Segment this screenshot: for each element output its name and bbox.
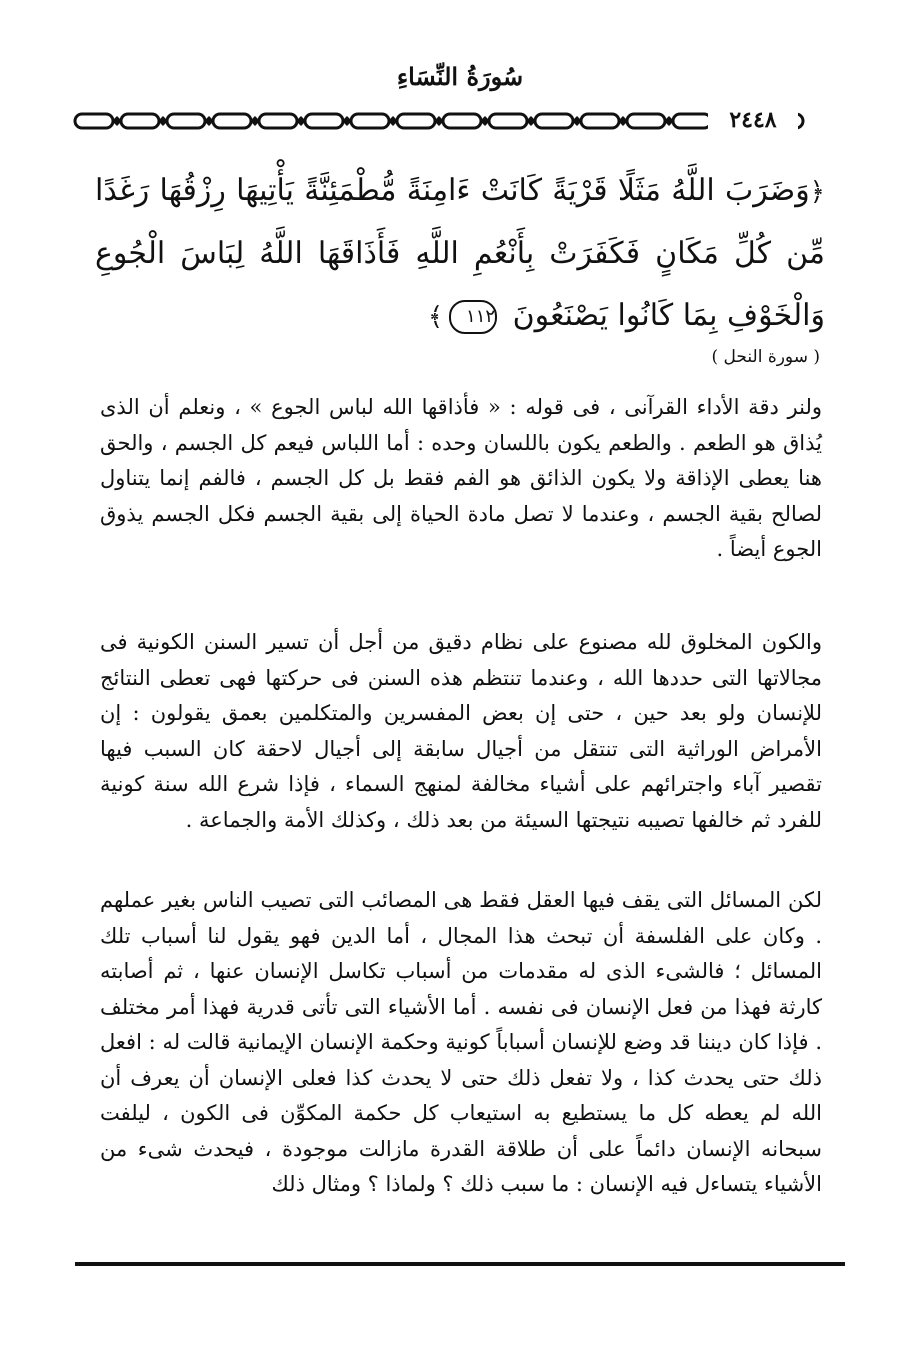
border-link: [443, 114, 481, 128]
border-link: [581, 114, 619, 128]
border-link: [213, 114, 251, 128]
border-link: [673, 114, 711, 128]
verse-source: ( سورة النحل ): [711, 347, 820, 367]
paragraph: والكون المخلوق لله مصنوع على نظام دقيق من أجل أن تسير السنن الكونية فى مجالاتها التى حددها الله ، وعندما تنتظم هذه السنن فى حركتها فهى تعطى النتائج للإنسان ولو بعد حين ، حتى إن بعض المفسرين والمتكلمين بعمق يقولون : إن الأمراض الوراثية التى تنتقل من أجيال سابقة إلى أجيال لاحقة كان السبب فيها تقصير آباء واجترائهم على أشياء مخالفة لمنهج السماء ، فإذا شرع الله سنة كونية للفرد ثم خالفها تصيبه نتيجتها السيئة من بعد ذلك ، وكذلك الأمة والجماعة .: [100, 630, 822, 832]
border-link: [305, 114, 343, 128]
verse-close-ornament: ﴾: [427, 302, 444, 332]
verse-open-ornament: ﴿: [809, 177, 825, 207]
paragraph: لكن المسائل التى يقف فيها العقل فقط هى المصائب التى تصيب الناس بغير عملهم . وكان على الفلسفة أن تبحث هذا المجال ، أما الدين فهو يقول لنا أسباب تلك المسائل ؛ فالشىء الذى له مقدمات من أسباب تكاسل الإنسان عنها ، ثم أصابته كارثة فهذا من فعل الإنسان فى نفسه . أما الأشياء التى تأتى قدرية فهذا أمر مختلف . فإذا كان ديننا قد وضع للإنسان أسباباً كونية وحكمة الإنسان الإيمانية قالت له : افعل ذلك حتى يحدث كذا ، ولا تفعل ذلك حتى لا يحدث كذا فعلى الإنسان أن يعرف أن الله لم يعطه كل ما يستطيع به استيعاب كل حكمة المكوِّن فى الكون ، ليلفت سبحانه الإنسان دائماً على أن طلاقة القدرة مازالت موجودة ، فيحدث شىء من الأشياء يتساءل فيه الإنسان : ما سبب ذلك ؟ ولماذا ؟ ومثال ذلك: [100, 888, 822, 1196]
surah-title: سُورَةُ النِّسَاءِ: [396, 62, 524, 91]
border-link: [259, 114, 297, 128]
border-link: [121, 114, 159, 128]
border-link: [627, 114, 665, 128]
border-link: [397, 114, 435, 128]
verse-number-badge: ١١٢: [449, 300, 497, 334]
border-link: [535, 114, 573, 128]
border-link: [351, 114, 389, 128]
bottom-rule: [75, 1262, 845, 1266]
border-link: [75, 114, 113, 128]
verse-text: وَضَرَبَ اللَّهُ مَثَلًا قَرْيَةً كَانَتْ ءَامِنَةً مُّطْمَئِنَّةً يَأْتِيهَا رِزْقُهَا رَغَدًا مِّن كُلِّ مَكَانٍ فَكَفَرَتْ بِأَنْعُمِ اللَّهِ فَأَذَاقَهَا اللَّهُ لِبَاسَ الْجُوعِ وَالْخَوْفِ بِمَا كَانُوا يَصْنَعُونَ: [95, 173, 825, 333]
quran-verse: [95, 160, 825, 348]
border-link: [489, 114, 527, 128]
page-number: ٢٤٤٨: [708, 107, 798, 133]
paragraph: ولنر دقة الأداء القرآنى ، فى قوله : « فأذاقها الله لباس الجوع » ، ونعلم أن الذى يُذاق هو الطعم . والطعم يكون باللسان وحده : أما اللباس فيعم كل الجسم ، والحق هنا يعطى الإذاقة ولا يكون الذائق هو الفم فقط بل كل الجسم ، فالفم إنما يتناول لصالح بقية الجسم ، وعندما لا تصل مادة الحياة إلى بقية الجسم فكل الجسم يذوق الجوع أيضاً .: [100, 395, 822, 561]
border-link: [167, 114, 205, 128]
